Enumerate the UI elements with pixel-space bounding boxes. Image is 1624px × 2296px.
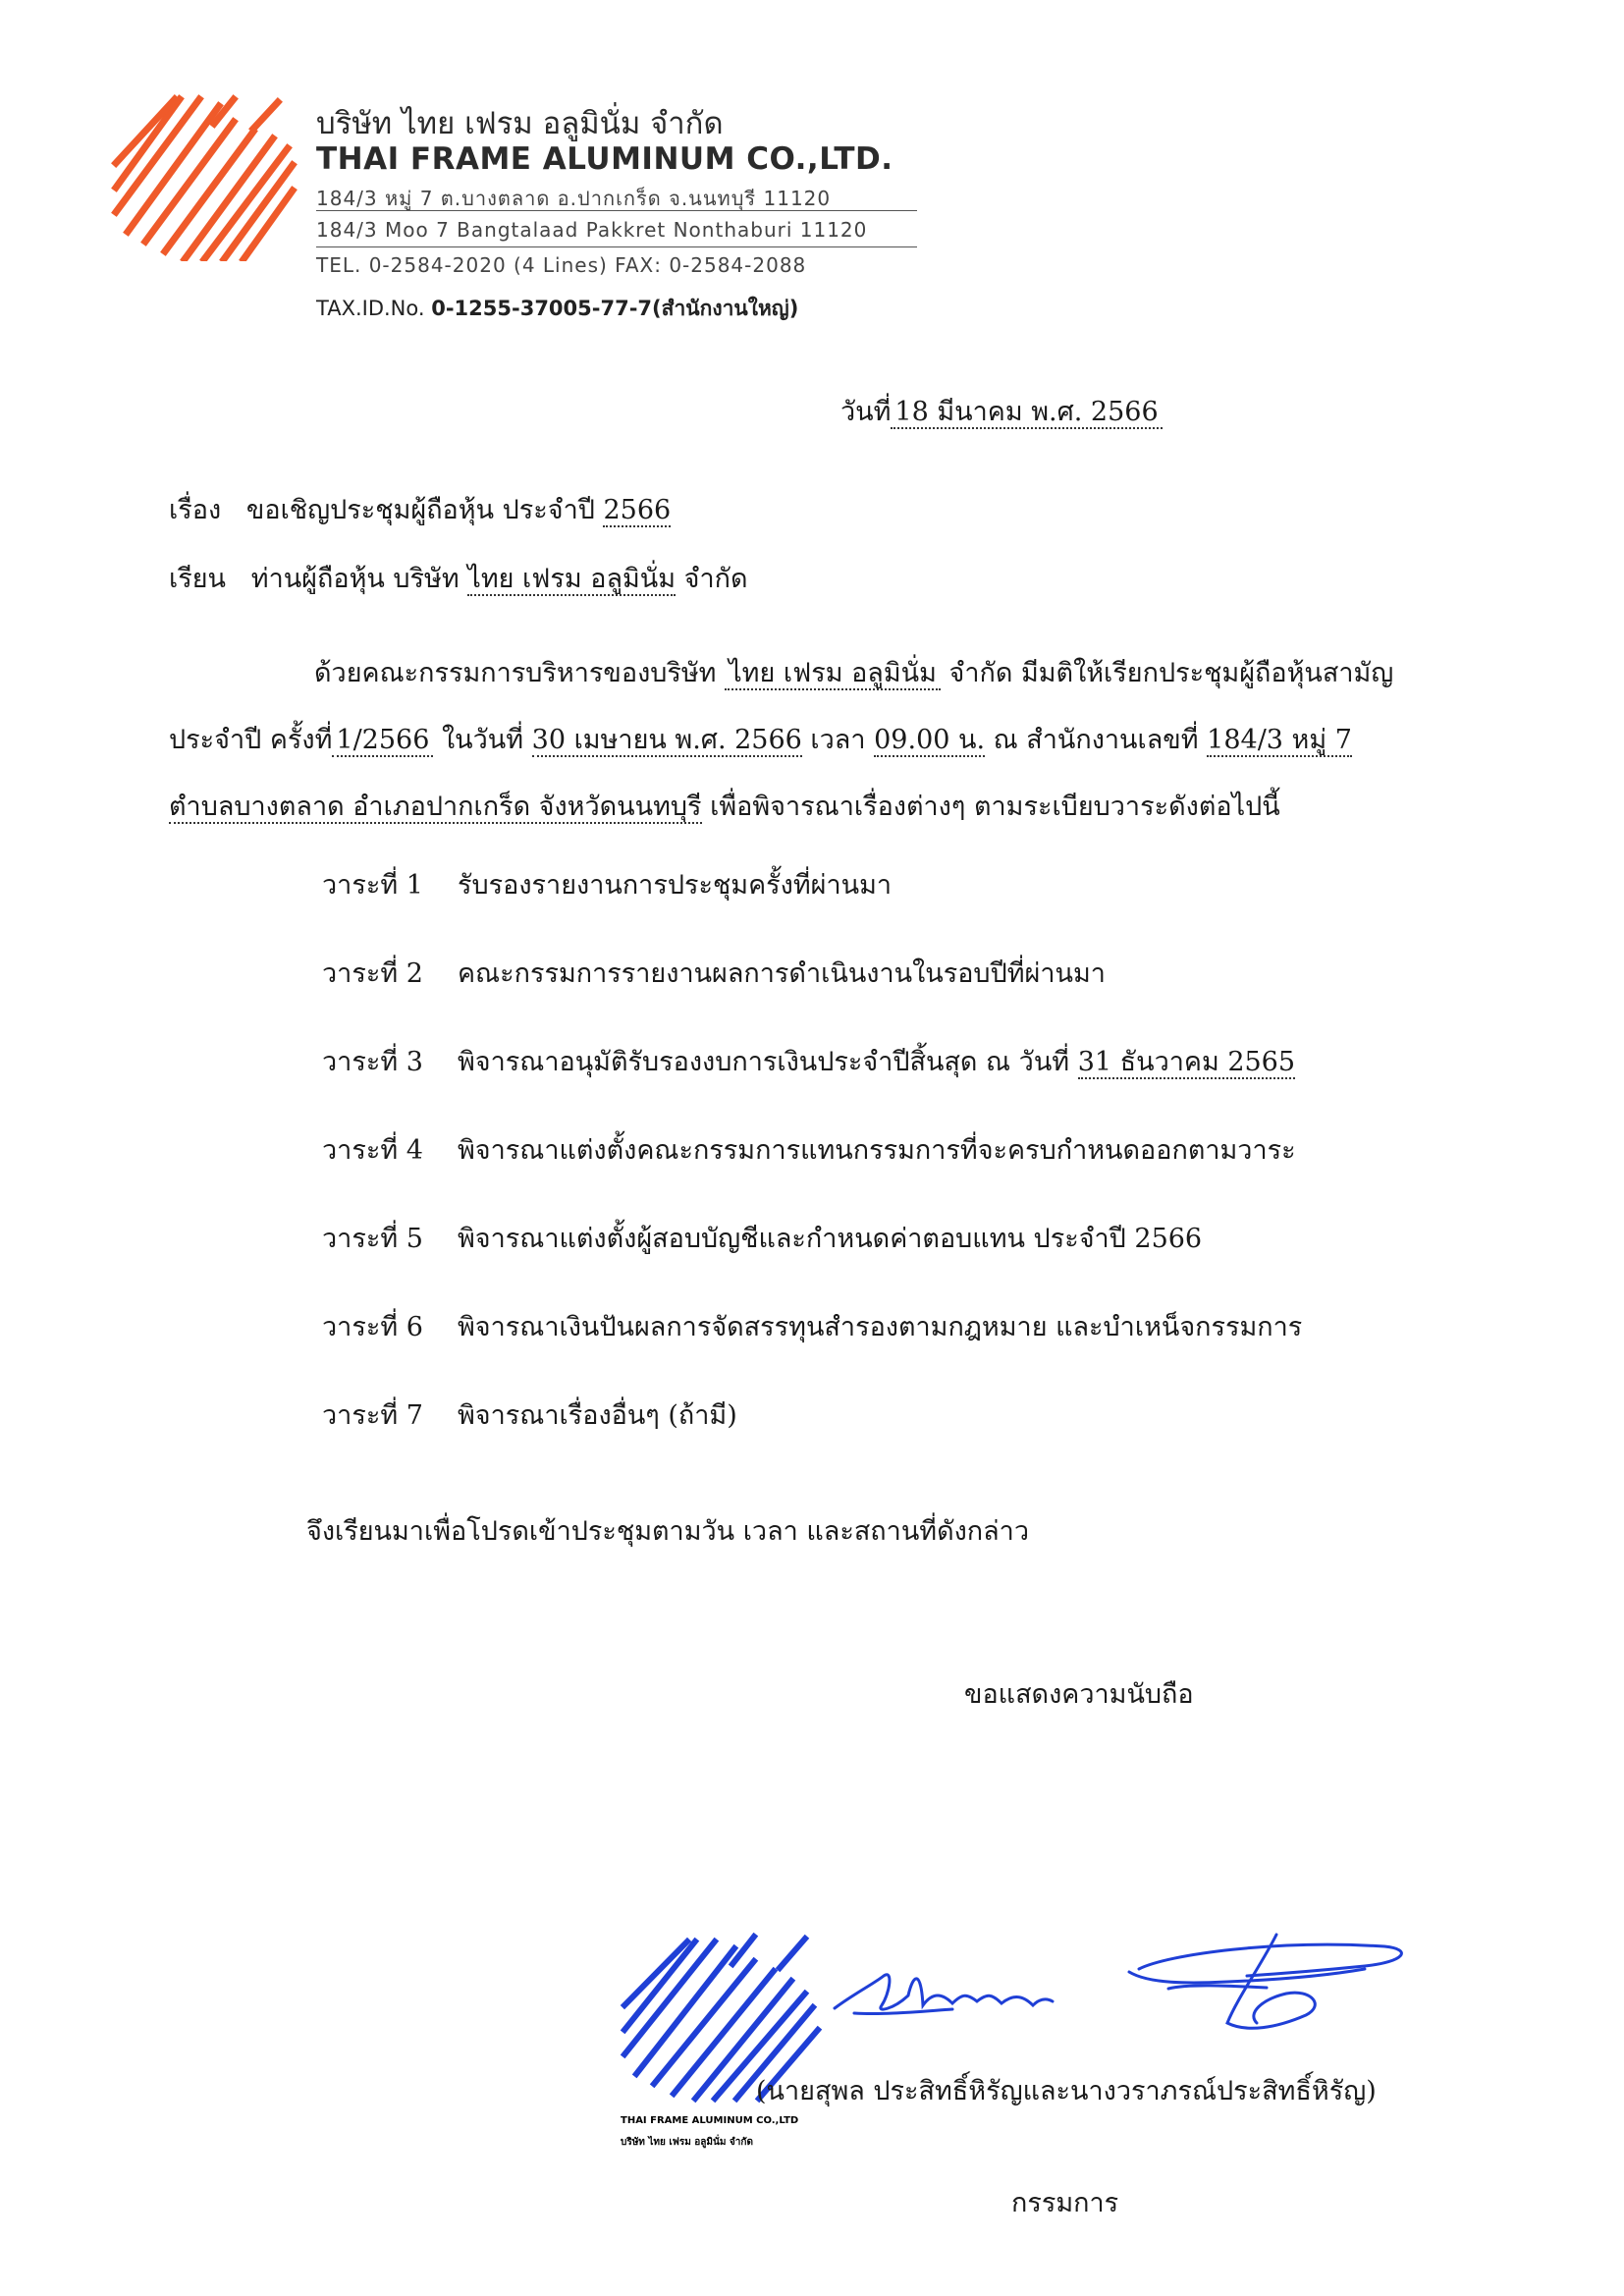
signer-name: (นายสุพล ประสิทธิ์หิรัญและนางวราภรณ์ประสิทธิ์หิรัญ) xyxy=(756,2076,1377,2106)
agenda-text: พิจารณาเรื่องอื่นๆ (ถ้ามี) xyxy=(458,1400,737,1431)
letterhead-rule xyxy=(316,210,917,211)
agenda-number: วาระที่ 5 xyxy=(322,1224,423,1254)
agenda-number: วาระที่ 2 xyxy=(322,958,423,989)
recipient-company: ไทย เฟรม อลูมินั่ม xyxy=(467,564,677,594)
company-name-thai: บริษัท ไทย เฟรม อลูมินั่ม จำกัด xyxy=(316,106,724,141)
agenda-text: พิจารณาแต่งตั้งคณะกรรมการแทนกรรมการที่จะครบกำหนดออกตามวาระ xyxy=(458,1135,1296,1166)
subject-line xyxy=(169,497,671,523)
body-text: เวลา xyxy=(810,725,866,755)
agenda-text: คณะกรรมการรายงานผลการดำเนินงานในรอบปีที่ผ่านมา xyxy=(458,958,1106,989)
body-line-3 xyxy=(169,793,1280,820)
meeting-date: 30 เมษายน พ.ศ. 2566 xyxy=(531,725,802,755)
body-line-2 xyxy=(169,727,1352,753)
letterhead-rule xyxy=(316,246,917,247)
handwritten-signatures xyxy=(815,1915,1424,2052)
agenda-text: พิจารณาเงินปันผลการจัดสรรทุนสำรองตามกฎหมาย และบำเหน็จกรรมการ xyxy=(458,1312,1303,1342)
agenda-number: วาระที่ 1 xyxy=(322,870,423,901)
meeting-place: ตำบลบางตลาด อำเภอปากเกร็ด จังหวัดนนทบุรี xyxy=(169,792,702,822)
meeting-address: 184/3 หมู่ 7 xyxy=(1207,725,1352,755)
meeting-number: 1/2566 xyxy=(332,725,433,757)
agenda-text: พิจารณาแต่งตั้งผู้สอบบัญชีและกำหนดค่าตอบแทน ประจำปี 2566 xyxy=(458,1224,1203,1254)
phone-fax: TEL. 0-2584-2020 (4 Lines) FAX: 0-2584-2088 xyxy=(316,253,807,277)
company-name-english: THAI FRAME ALUMINUM CO.,LTD. xyxy=(316,141,893,177)
body-text: ประจำปี ครั้งที่ xyxy=(169,725,333,755)
recipient-post: จำกัด xyxy=(683,564,748,594)
agenda-text: รับรองรายงานการประชุมครั้งที่ผ่านมา xyxy=(458,870,893,901)
body-text: ในวันที่ xyxy=(441,725,524,755)
agenda-date: 31 ธันวาคม 2565 xyxy=(1077,1047,1296,1077)
tax-id xyxy=(316,293,798,325)
closing-text: จึงเรียนมาเพื่อโปรดเข้าประชุมตามวัน เวลา และสถานที่ดังกล่าว xyxy=(306,1516,1030,1547)
agenda-number: วาระที่ 6 xyxy=(322,1312,423,1342)
signer-title: กรรมการ xyxy=(1011,2188,1119,2218)
agenda-text xyxy=(458,1049,1295,1075)
date-label: วันที่ xyxy=(840,397,892,427)
body-line-1 xyxy=(314,660,1393,686)
subject-text: ขอเชิญประชุมผู้ถือหุ้น ประจำปี xyxy=(245,495,595,525)
recipient-pre: ท่านผู้ถือหุ้น บริษัท xyxy=(250,564,460,594)
stamp-line-en: THAI FRAME ALUMINUM CO.,LTD xyxy=(621,2115,799,2126)
recipient-line xyxy=(169,566,748,592)
body-text: ณ สำนักงานเลขที่ xyxy=(993,725,1199,755)
address-thai: 184/3 หมู่ 7 ต.บางตลาด อ.ปากเกร็ด จ.นนทบุรี 11120 xyxy=(316,187,832,210)
company-logo xyxy=(106,94,302,261)
tax-id-value: 0-1255-37005-77-7(สำนักงานใหญ่) xyxy=(431,297,799,320)
letter-date xyxy=(840,399,1163,425)
meeting-time: 09.00 น. xyxy=(874,725,986,755)
body-text: ด้วยคณะกรรมการบริหารของบริษัท xyxy=(314,658,717,688)
date-value: 18 มีนาคม พ.ศ. 2566 xyxy=(891,397,1162,429)
subject-year: 2566 xyxy=(603,495,672,525)
address-english: 184/3 Moo 7 Bangtalaad Pakkret Nonthaburi 11120 xyxy=(316,218,868,242)
agenda-number: วาระที่ 4 xyxy=(322,1135,423,1166)
agenda-number: วาระที่ 7 xyxy=(322,1400,423,1431)
body-company: ไทย เฟรม อลูมินั่ม xyxy=(725,658,941,690)
recipient-label: เรียน xyxy=(169,564,227,594)
agenda-number: วาระที่ 3 xyxy=(322,1047,423,1077)
stamp-line-th: บริษัท ไทย เฟรม อลูมินั่ม จำกัด xyxy=(621,2137,753,2148)
subject-label: เรื่อง xyxy=(169,495,222,525)
agenda-text-main: พิจารณาอนุมัติรับรองงบการเงินประจำปีสิ้นสุด ณ วันที่ xyxy=(458,1047,1070,1077)
body-text: จำกัด มีมติให้เรียกประชุมผู้ถือหุ้นสามัญ xyxy=(948,658,1394,688)
regards-text: ขอแสดงความนับถือ xyxy=(964,1679,1194,1710)
tax-id-label: TAX.ID.No. xyxy=(316,297,425,320)
body-text: เพื่อพิจารณาเรื่องต่างๆ ตามระเบียบวาระดังต่อไปนี้ xyxy=(710,792,1280,822)
